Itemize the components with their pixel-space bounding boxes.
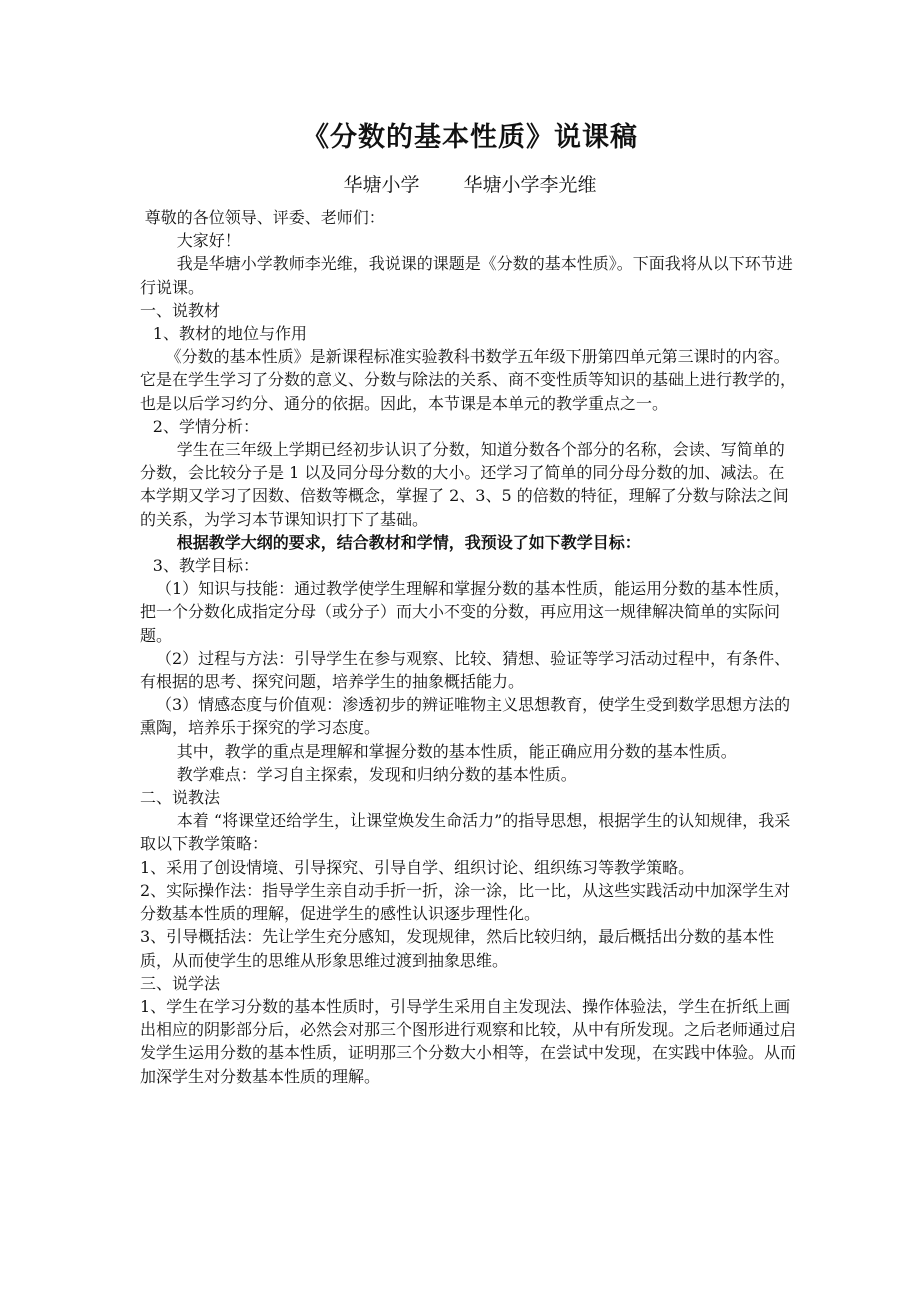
learning-item-1: 1、学生在学习分数的基本性质时，引导学生采用自主发现法、操作体验法，学生在折纸上画出相应的阴影部分后，必然会对那三个图形进行观察和比较，从中有所发现。之后老师通过启发学生运用分数的基本性质，证明那三个分数大小相等，在尝试中发现，在实践中体验。从而加深学生对分数基本性质的理解。 — [140, 996, 797, 1086]
goal-attitude: （3）情感态度与价值观：渗透初步的辨证唯物主义思想教育，使学生受到数学思想方法的熏陶，培养乐于探究的学习态度。 — [140, 695, 791, 738]
paragraph-key-point: 其中，教学的重点是理解和掌握分数的基本性质，能正确应用分数的基本性质。 — [176, 741, 737, 761]
school-name: 华塘小学 — [343, 174, 420, 196]
paragraph-learner-analysis: 学生在三年级上学期已经初步认识了分数，知道分数各个部分的名称，会读、写简单的分数，会比较分子是 1 以及同分母分数的大小。还学习了简单的同分母分数的加、减法。在本学期又学习了因数、倍数等概念，掌握了 2、3、5 的倍数的特征，理解了分数与除法之间的关系，为学习本节课知识打下了基础。 — [140, 440, 789, 529]
document-title: 《分数的基本性质》说课稿 — [302, 122, 638, 153]
document-byline — [140, 168, 800, 202]
paragraph-goals-intro: 根据教学大纲的要求，结合教材和学情，我预设了如下教学目标： — [176, 532, 641, 552]
goal-process: （2）过程与方法：引导学生在参与观察、比较、猜想、验证等学习活动过程中，有条件、有根据的思考、探究问题，培养学生的抽象概括能力。 — [140, 648, 791, 692]
method-item-2: 2、实际操作法：指导学生亲自动手折一折，涂一涂，比一比，从这些实践活动中加深学生对分数基本性质的理解，促进学生的感性认识逐步理性化。 — [140, 880, 791, 924]
paragraph-difficulty: 教学难点：学习自主探索，发现和归纳分数的基本性质。 — [176, 764, 577, 784]
intro-paragraph: 我是华塘小学教师李光维，我说课的课题是《分数的基本性质》。下面我将从以下环节进行说课。 — [140, 254, 793, 297]
method-item-1: 1、采用了创设情境、引导探究、引导自学、组织讨论、组织练习等教学策略。 — [140, 857, 695, 877]
document-page — [140, 116, 800, 1088]
salutation: 尊敬的各位领导、评委、老师们： — [144, 208, 385, 227]
paragraph-methods-intro: 本着 “将课堂还给学生，让课堂焕发生命活力”的指导思想，根据学生的认知规律，我采取以下教学策略： — [140, 811, 791, 854]
greeting: 大家好！ — [176, 231, 241, 251]
section-heading-learning: 三、说学法 — [140, 973, 221, 993]
goal-knowledge: （1）知识与技能：通过教学使学生理解和掌握分数的基本性质，能运用分数的基本性质，把一个分数化成指定分母（或分子）而大小不变的分数，再应用这一规律解决简单的实际问题。 — [140, 579, 791, 645]
subheading-teaching-goals: 3、教学目标： — [152, 556, 259, 576]
subheading-learner-analysis: 2、学情分析： — [152, 416, 259, 436]
section-heading-materials: 一、说教材 — [140, 300, 221, 320]
method-item-3: 3、引导概括法：先让学生充分感知，发现规律，然后比较归纳，最后概括出分数的基本性质，从而使学生的思维从形象思维过渡到抽象思维。 — [140, 927, 775, 970]
document-body — [140, 206, 800, 1088]
subheading-role: 1、教材的地位与作用 — [152, 324, 307, 344]
author-name: 华塘小学李光维 — [463, 174, 597, 196]
paragraph-role: 《分数的基本性质》是新课程标准实验教科书数学五年级下册第四单元第三课时的内容。它是在学生学习了分数的意义、分数与除法的关系、商不变性质等知识的基础上进行教学的，也是以后学习约分、通分的依据。因此，本节课是本单元的教学重点之一。 — [140, 347, 797, 413]
section-heading-methods: 二、说教法 — [140, 788, 221, 808]
